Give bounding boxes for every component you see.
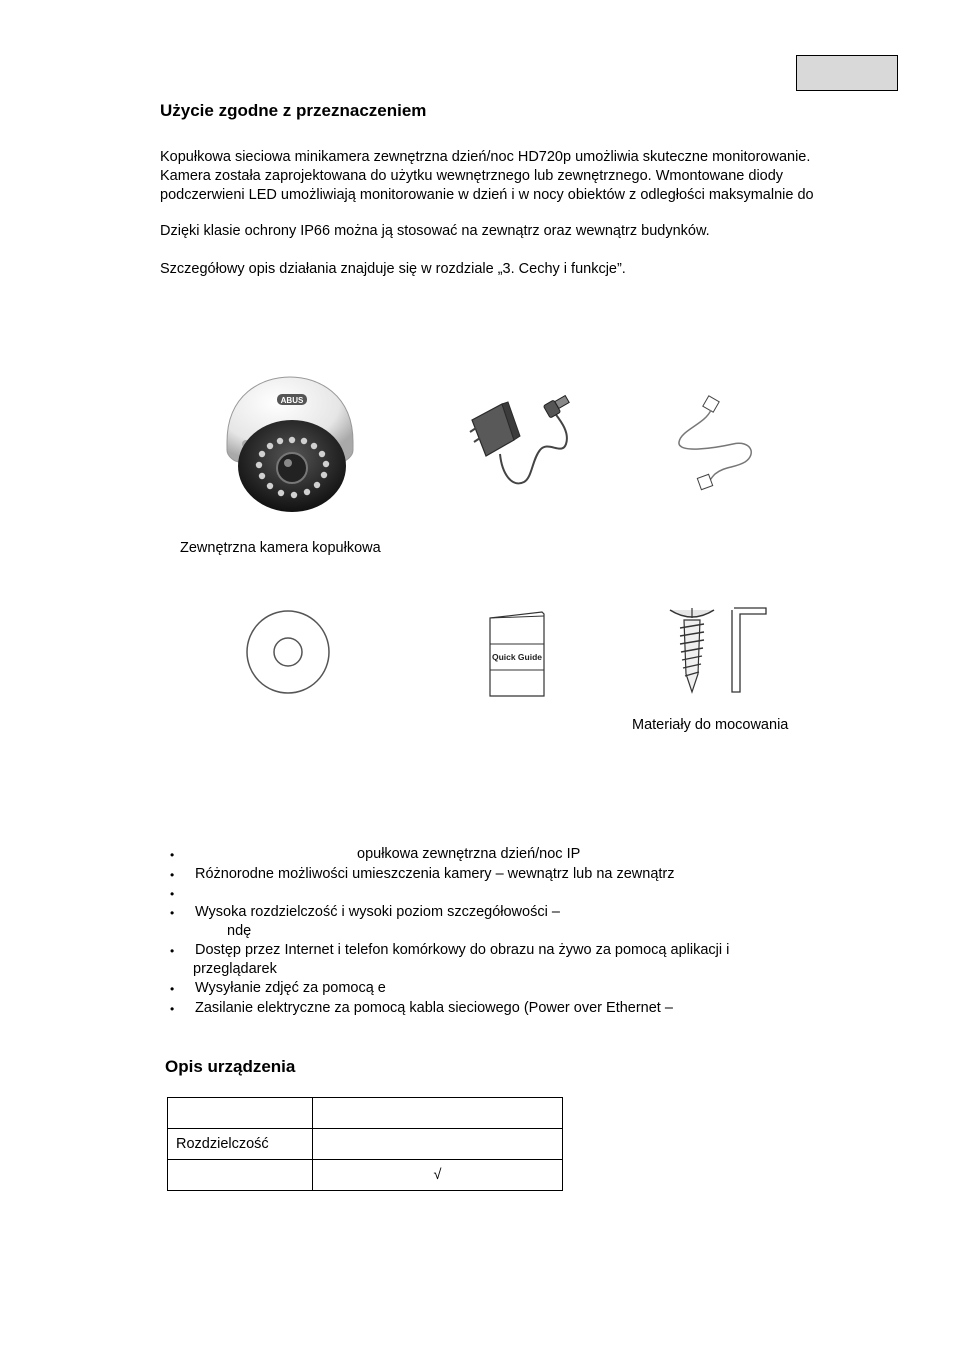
table-cell bbox=[313, 1129, 563, 1160]
bullet-marker: • bbox=[170, 982, 175, 996]
feature-item-continuation: przeglądarek bbox=[193, 961, 277, 977]
ip66-paragraph: Dzięki klasie ochrony IP66 można ją stosować na zewnątrz oraz wewnątrz budynków. bbox=[160, 223, 710, 239]
feature-item: Wysoka rozdzielczość i wysoki poziom szczegółowości – bbox=[195, 904, 560, 920]
table-cell: √ bbox=[313, 1160, 563, 1191]
table-cell bbox=[313, 1098, 563, 1129]
feature-item: Różnorodne możliwości umieszczenia kamery – wewnątrz lub na zewnątrz bbox=[195, 866, 675, 882]
feature-item: Zasilanie elektryczne za pomocą kabla sieciowego (Power over Ethernet – bbox=[195, 1000, 673, 1016]
intro-line: Kopułkowa sieciowa minikamera zewnętrzna dzień/noc HD720p umożliwia skuteczne monitorowanie. bbox=[160, 149, 811, 165]
device-spec-table bbox=[167, 1097, 563, 1191]
bullet-marker: • bbox=[170, 848, 175, 862]
mounting-caption: Materiały do mocowania bbox=[632, 717, 789, 733]
table-cell: Rozdzielczość bbox=[168, 1129, 313, 1160]
section-title-intended-use: Użycie zgodne z przeznaczeniem bbox=[160, 101, 427, 120]
quick-guide-label: Quick Guide bbox=[491, 652, 543, 662]
camera-caption: Zewnętrzna kamera kopułkowa bbox=[180, 540, 381, 556]
cd-image bbox=[244, 609, 332, 695]
table-row bbox=[168, 1098, 563, 1129]
bullet-marker: • bbox=[170, 944, 175, 958]
feature-item: Dostęp przez Internet i telefon komórkowy do obrazu na żywo za pomocą aplikacji i bbox=[195, 942, 730, 958]
bullet-marker: • bbox=[170, 1002, 175, 1016]
reference-paragraph: Szczegółowy opis działania znajduje się w rozdziale „3. Cechy i funkcje”. bbox=[160, 261, 626, 277]
mounting-materials-image bbox=[660, 604, 772, 696]
table-cell bbox=[168, 1160, 313, 1191]
bullet-marker: • bbox=[170, 906, 175, 920]
language-tab bbox=[796, 55, 898, 91]
feature-item-continuation: ndę bbox=[227, 923, 252, 939]
intro-line: podczerwieni LED umożliwiają monitorowanie w dzień i w nocy obiektów z odległości maksymalnie do bbox=[160, 187, 814, 203]
table-row bbox=[168, 1160, 563, 1191]
table-row bbox=[168, 1129, 563, 1160]
dome-camera-image bbox=[222, 374, 357, 514]
table-cell bbox=[168, 1098, 313, 1129]
bullet-marker: • bbox=[170, 887, 175, 901]
bullet-marker: • bbox=[170, 868, 175, 882]
feature-item: Wysyłanie zdjęć za pomocą e bbox=[195, 980, 386, 996]
network-cable-image bbox=[675, 396, 760, 490]
quick-guide-image bbox=[488, 610, 546, 698]
section-title-device-description: Opis urządzenia bbox=[165, 1057, 296, 1076]
power-adapter-image bbox=[466, 398, 581, 490]
abus-logo: ABUS bbox=[280, 396, 304, 405]
intro-line: Kamera została zaprojektowana do użytku wewnętrznego lub zewnętrznego. Wmontowane diody bbox=[160, 168, 784, 184]
intro-paragraph bbox=[160, 148, 814, 205]
feature-item: opułkowa zewnętrzna dzień/noc IP bbox=[357, 846, 581, 862]
